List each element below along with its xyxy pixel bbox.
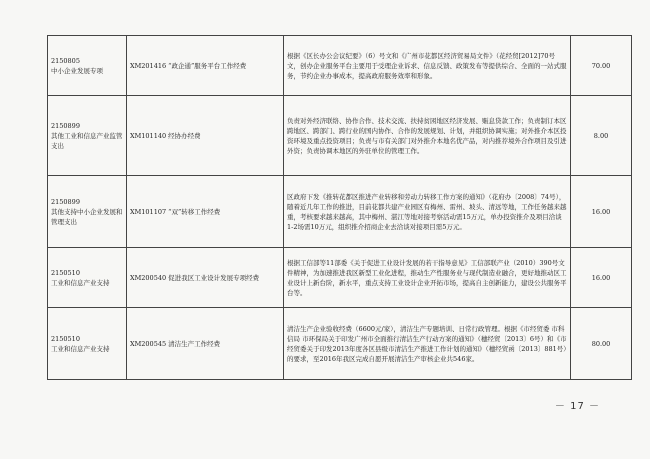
table-row [48, 248, 632, 308]
function-cell [48, 96, 127, 176]
project-name: XM200540 促进我区工业设计发展专项经费 [130, 273, 260, 282]
function-name: 中小企业发展专项 [51, 66, 103, 75]
function-name: 工业和信息产业支持 [51, 344, 110, 353]
function-code: 2150805 [51, 56, 80, 65]
project-cell [127, 176, 284, 248]
budget-table [47, 35, 632, 380]
project-name: XM201416 “政企通”服务平台工作经费 [130, 61, 247, 70]
function-cell [48, 248, 127, 308]
amount-cell: 16.00 [571, 248, 632, 308]
project-cell [127, 308, 284, 380]
description-cell: 根据《区长办公会议纪要》（6）号文和《广州市花都区经济贸易局文件》（花经贸[2012]70号文，创办企业服务平台主要用于受理企业诉求、信息反馈、政策发布等提供综合、全面的一站式服务，节约企业办事成本，提高政府服务效率和形象。 [284, 36, 571, 96]
table-row [48, 308, 632, 380]
function-code: 2150899 [51, 197, 80, 206]
page-number: － 17 － [554, 401, 600, 412]
project-cell [127, 96, 284, 176]
amount-cell: 80.00 [571, 308, 632, 380]
description-cell: 负责对外经济联络、协作合作、技术交流、扶持贫困地区经济发展、赈息贷款工作；负责制订本区跨地区、跨部门、跨行业的国内协作、合作的发展规划、计划，并组织协调实施；对外推介本区投资环境及重点投资项目；负责与市有关部门对外推介本地名优产品，对内推荐境外合作项目及引进外资；负责协调本地区的外驻单位的管理工作。 [284, 96, 571, 176]
function-name: 其他工业和信息产业监管支出 [51, 131, 123, 150]
amount-cell: 8.00 [571, 96, 632, 176]
function-cell [48, 36, 127, 96]
function-code: 2150899 [51, 121, 80, 130]
function-cell [48, 308, 127, 380]
function-name: 其他支持中小企业发展和管理支出 [51, 207, 123, 226]
table-row [48, 176, 632, 248]
description-cell: 根据工信部等11部委《关于促进工业设计发展的若干指导意见》工信部联产业（2010）390号文件精神，为加速推进我区新型工业化进程，推动生产性服务业与现代制造业融合，更好地推动区工业设计上新台阶，新水平，重点支持工业设计企业开拓市场，提高自主创新能力，建设公共服务平台等。 [284, 248, 571, 308]
project-cell [127, 36, 284, 96]
function-name: 工业和信息产业支持 [51, 278, 110, 287]
function-code: 2150510 [51, 334, 80, 343]
description-cell: 清洁生产企业验收经费（6600元/家），清洁生产专题培训、日常行政管理。根据《市经贸委 市科信局 市环保局关于印发广州市全面推行清洁生产行动方案的通知》（穗经贸〔2013〕6号）和《市经贸委关于印发2013年度各区县级市清洁生产推进工作计划的通知》（穗经贸函〔2013〕881号）的要求，至2016年我区完成自愿开展清洁生产审核企业共546家。 [284, 308, 571, 380]
table-row [48, 96, 632, 176]
function-cell [48, 176, 127, 248]
table-row [48, 36, 632, 96]
project-cell [127, 248, 284, 308]
description-cell: 区政府下发《推转花都区推进产业转移和劳动力转移工作方案的通知》（花府办〔2008〕74号），随着近几年工作的推进，目前花都共建产业园区有梅州、雷州、坡头、清远等地，工作任务越来越重，考核要求越来越高，其中梅州、湛江等地对接考察活动需15万元，单办投资推介及项目洽谈1-2场需10万元，组织推介招商企业去洽谈对接项目需5万元。 [284, 176, 571, 248]
project-name: XM101140 经协办经费 [130, 131, 201, 140]
amount-cell: 16.00 [571, 176, 632, 248]
project-name: XM200545 清洁生产工作经费 [130, 339, 221, 348]
function-code: 2150510 [51, 268, 80, 277]
project-name: XM101107 “双”转移工作经费 [130, 207, 221, 216]
amount-cell: 70.00 [571, 36, 632, 96]
